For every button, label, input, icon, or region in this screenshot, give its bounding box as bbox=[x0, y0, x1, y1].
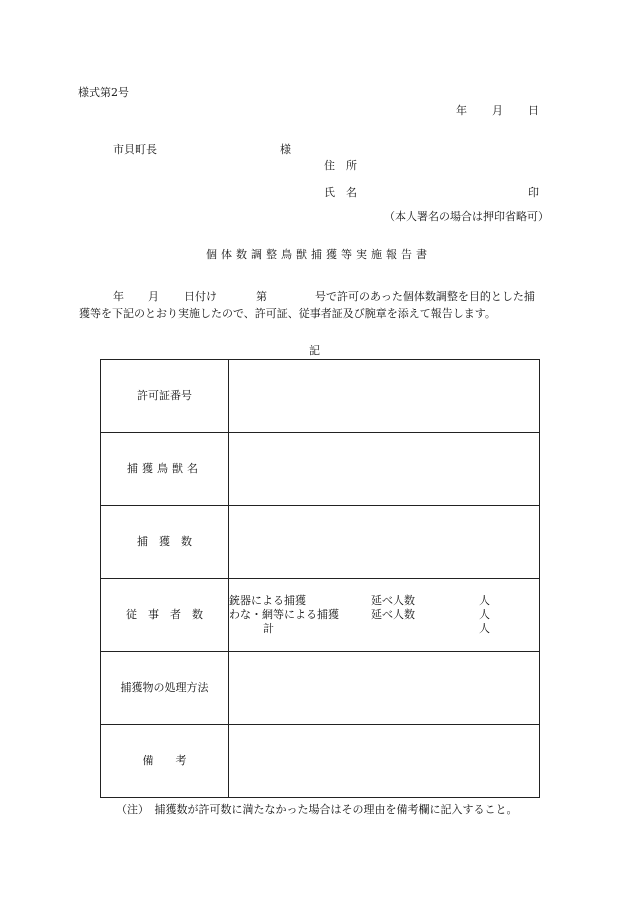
document-title: 個体数調整鳥獣捕獲等実施報告書 bbox=[206, 248, 431, 261]
table-row bbox=[101, 579, 540, 652]
report-table bbox=[100, 359, 540, 798]
total-label: 計 bbox=[263, 622, 274, 635]
field-disposal-method[interactable] bbox=[229, 652, 540, 725]
name-label: 氏 名 bbox=[324, 186, 357, 199]
ki-heading: 記 bbox=[309, 344, 320, 357]
total-unit: 人 bbox=[479, 622, 490, 635]
label-disposal-method: 捕獲物の処理方法 bbox=[101, 652, 229, 725]
field-capture-count[interactable] bbox=[229, 506, 540, 579]
field-species-name[interactable] bbox=[229, 433, 540, 506]
label-capture-count: 捕 獲 数 bbox=[101, 506, 229, 579]
footnote: （注） 捕獲数が許可数に満たなかった場合はその理由を備考欄に記入すること。 bbox=[116, 803, 518, 816]
body-dai: 第 bbox=[256, 290, 267, 303]
table-row bbox=[101, 433, 540, 506]
form-number: 様式第2号 bbox=[78, 86, 129, 99]
body-month: 月 bbox=[148, 290, 159, 303]
trap-line bbox=[229, 608, 539, 622]
field-worker-count[interactable] bbox=[229, 579, 540, 652]
seal-mark: 印 bbox=[528, 186, 539, 199]
date-year: 年 bbox=[456, 104, 467, 117]
field-remarks[interactable] bbox=[229, 725, 540, 798]
table-row bbox=[101, 506, 540, 579]
table-row bbox=[101, 360, 540, 433]
total-line bbox=[229, 622, 539, 636]
trap-method: わな・網等による捕獲 bbox=[229, 608, 339, 621]
table-row bbox=[101, 652, 540, 725]
body-year: 年 bbox=[113, 290, 124, 303]
trap-unit: 人 bbox=[479, 608, 490, 621]
address-label: 住 所 bbox=[324, 159, 357, 172]
date-month: 月 bbox=[492, 104, 503, 117]
date-day: 日 bbox=[528, 104, 539, 117]
gun-line bbox=[229, 594, 539, 608]
label-permit-number: 許可証番号 bbox=[101, 360, 229, 433]
trap-count-label: 延べ人数 bbox=[371, 608, 415, 621]
label-species-name: 捕獲鳥獣名 bbox=[101, 433, 229, 506]
body-line2: 獲等を下記のとおり実施したので、許可証、従事者証及び腕章を添えて報告します。 bbox=[79, 307, 496, 320]
body-line1-rest: 号で許可のあった個体数調整を目的とした捕 bbox=[315, 290, 535, 303]
body-dated: 日付け bbox=[184, 290, 217, 303]
gun-count-label: 延べ人数 bbox=[371, 594, 415, 607]
label-worker-count: 従 事 者 数 bbox=[101, 579, 229, 652]
seal-note: （本人署名の場合は押印省略可） bbox=[384, 210, 549, 223]
gun-unit: 人 bbox=[479, 594, 490, 607]
field-permit-number[interactable] bbox=[229, 360, 540, 433]
gun-method: 銃器による捕獲 bbox=[229, 594, 306, 607]
label-remarks: 備 考 bbox=[101, 725, 229, 798]
table-row bbox=[101, 725, 540, 798]
addressee: 市貝町長 bbox=[113, 143, 157, 156]
honorific: 様 bbox=[280, 143, 291, 156]
